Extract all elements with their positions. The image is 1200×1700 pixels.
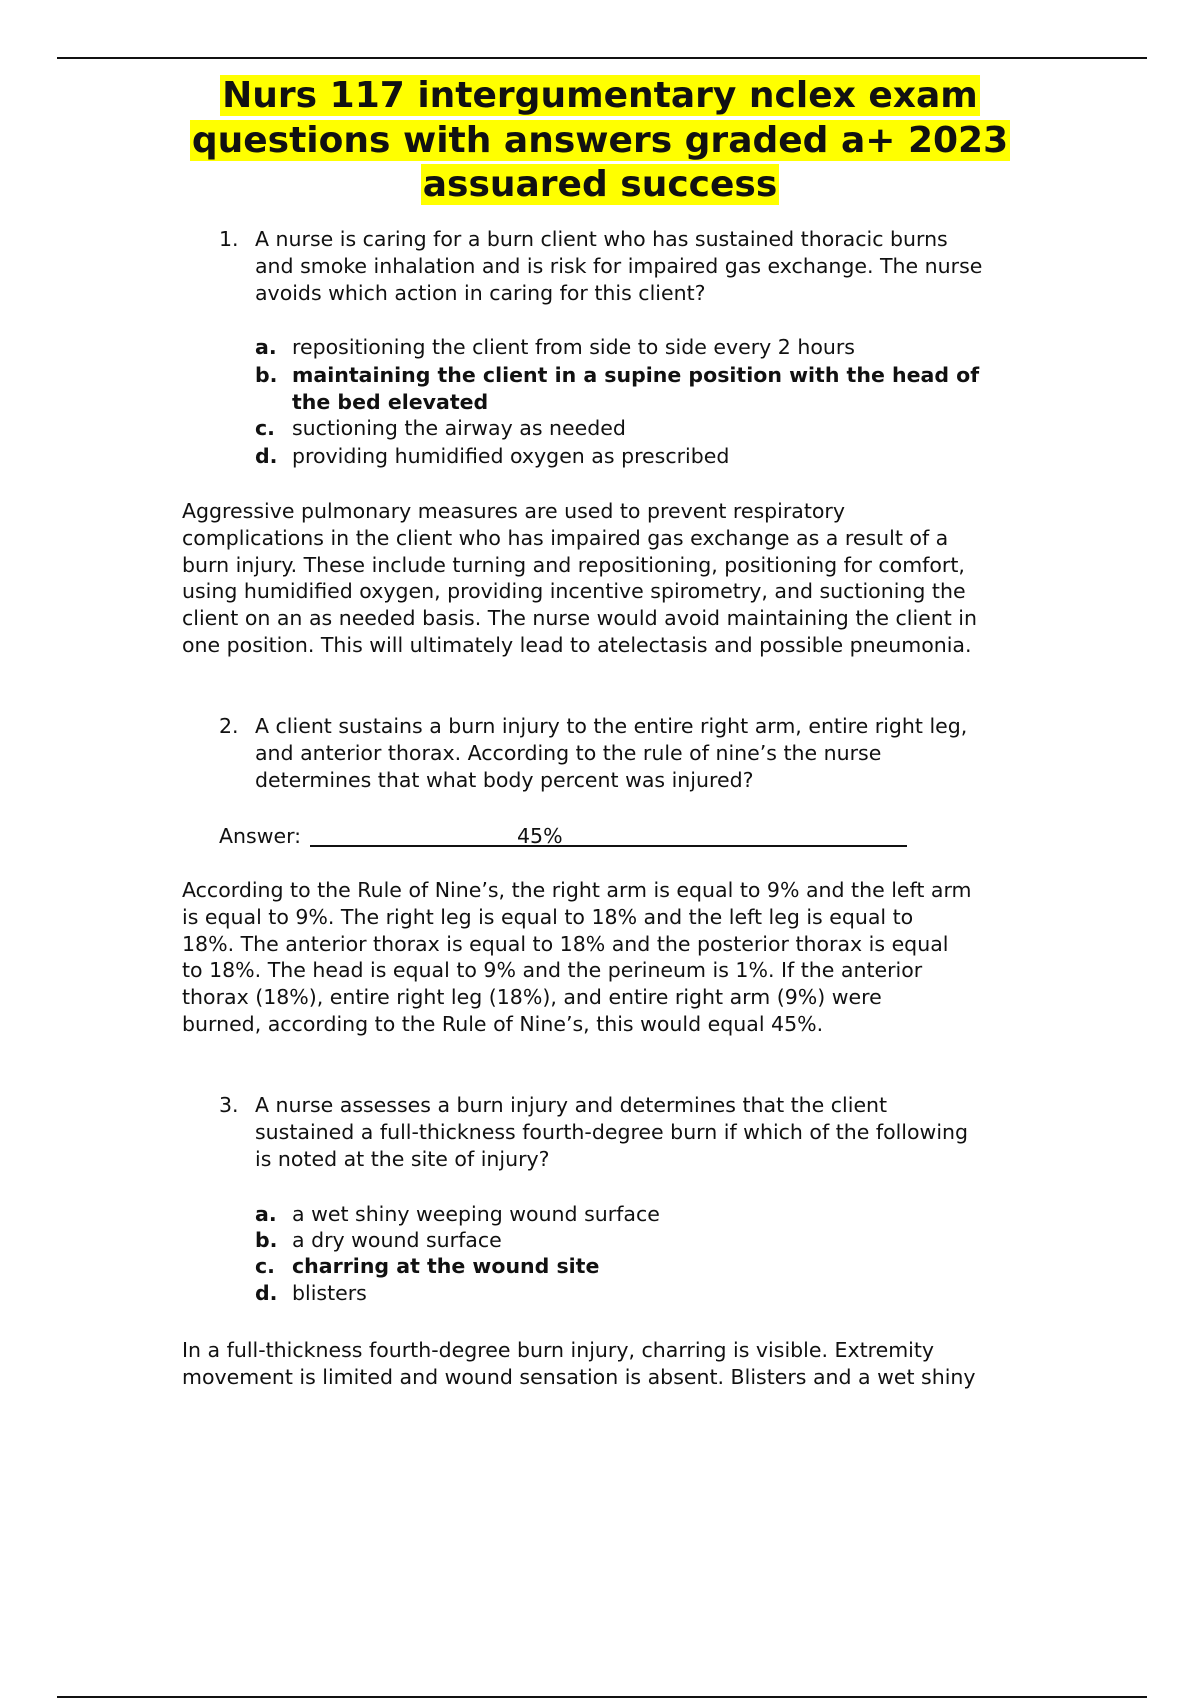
text-line: burned, according to the Rule of Nine’s, this would equal 45%. <box>182 1011 824 1036</box>
question-number: 3. <box>219 1093 239 1117</box>
question-text <box>255 1092 968 1173</box>
text-line: burn injury. These include turning and repositioning, positioning for comfort, <box>182 552 965 577</box>
text-line: repositioning the client from side to side every 2 hours <box>292 335 855 359</box>
text-line: a dry wound surface <box>292 1228 502 1252</box>
option-letter: a. <box>255 335 277 359</box>
text-line: A nurse assesses a burn injury and determines that the client <box>255 1093 888 1117</box>
text-line: avoids which action in caring for this client? <box>255 281 706 305</box>
option-text <box>292 362 979 415</box>
text-line: and smoke inhalation and is risk for impaired gas exchange. The nurse <box>255 254 983 278</box>
answer-value: 45% <box>517 824 563 848</box>
question-number: 2. <box>219 714 239 738</box>
option-letter: d. <box>255 1281 278 1305</box>
text-line: using humidified oxygen, providing incentive spirometry, and suctioning the <box>182 579 966 604</box>
text-line: movement is limited and wound sensation is absent. Blisters and a wet shiny <box>182 1364 976 1389</box>
text-line: In a full-thickness fourth-degree burn injury, charring is visible. Extremity <box>182 1338 935 1362</box>
text-line: charring at the wound site <box>292 1254 600 1278</box>
text-line: A nurse is caring for a burn client who has sustained thoracic burns <box>255 227 948 251</box>
text-line: sustained a full-thickness fourth-degree burn if which of the following <box>255 1120 969 1144</box>
text-line: to 18%. The head is equal to 9% and the perineum is 1%. If the anterior <box>182 958 923 983</box>
question-number: 1. <box>219 227 239 251</box>
question-text <box>255 713 967 794</box>
answer-label: Answer: <box>219 824 302 848</box>
title-line: questions with answers graded a+ 2023 <box>191 119 1009 161</box>
text-line: providing humidified oxygen as prescribed <box>292 444 730 468</box>
text-line: client on an as needed basis. The nurse would avoid maintaining the client in <box>182 606 977 631</box>
option-text <box>292 334 855 361</box>
text-line: suctioning the airway as needed <box>292 416 626 440</box>
bottom-rule <box>57 1696 1147 1698</box>
text-line: is noted at the site of injury? <box>255 1147 550 1171</box>
title-line: Nurs 117 intergumentary nclex exam <box>222 75 978 116</box>
text-line: one position. This will ultimately lead to atelectasis and possible pneumonia. <box>182 632 972 657</box>
top-rule <box>57 57 1147 59</box>
text-line: Aggressive pulmonary measures are used to prevent respiratory <box>182 499 845 523</box>
text-line: is equal to 9%. The right leg is equal to 18% and the left leg is equal to <box>182 904 914 929</box>
text-line: According to the Rule of Nine’s, the right arm is equal to 9% and the left arm <box>182 878 972 902</box>
explanation <box>182 877 972 1038</box>
text-line: 18%. The anterior thorax is equal to 18% and the posterior thorax is equal <box>182 931 949 956</box>
option-text <box>292 1201 660 1228</box>
option-text <box>292 1227 502 1254</box>
text-line: blisters <box>292 1281 367 1305</box>
option-text <box>292 443 729 470</box>
text-line: A client sustains a burn injury to the entire right arm, entire right leg, <box>255 714 968 738</box>
option-letter: a. <box>255 1202 277 1226</box>
explanation <box>182 1337 976 1391</box>
text-line: maintaining the client in a supine position with the head of <box>292 363 980 387</box>
option-letter: c. <box>255 416 275 440</box>
option-letter: b. <box>255 1228 278 1252</box>
question-text <box>255 226 982 307</box>
document-title <box>0 74 1200 208</box>
text-line: thorax (18%), entire right leg (18%), and entire right arm (9%) were <box>182 985 882 1010</box>
text-line: a wet shiny weeping wound surface <box>292 1202 660 1226</box>
text-line: complications in the client who has impaired gas exchange as a result of a <box>182 525 949 550</box>
option-letter: d. <box>255 444 278 468</box>
option-letter: b. <box>255 363 278 387</box>
answer-underline <box>310 845 907 847</box>
option-text <box>292 1280 367 1307</box>
text-line: determines that what body percent was injured? <box>255 768 754 792</box>
option-text <box>292 1253 599 1280</box>
title-line: assuared success <box>422 164 778 205</box>
option-letter: c. <box>255 1254 275 1278</box>
option-text <box>292 415 626 442</box>
text-line: the bed elevated <box>292 389 489 414</box>
explanation <box>182 498 977 659</box>
text-line: and anterior thorax. According to the rule of nine’s the nurse <box>255 741 882 765</box>
